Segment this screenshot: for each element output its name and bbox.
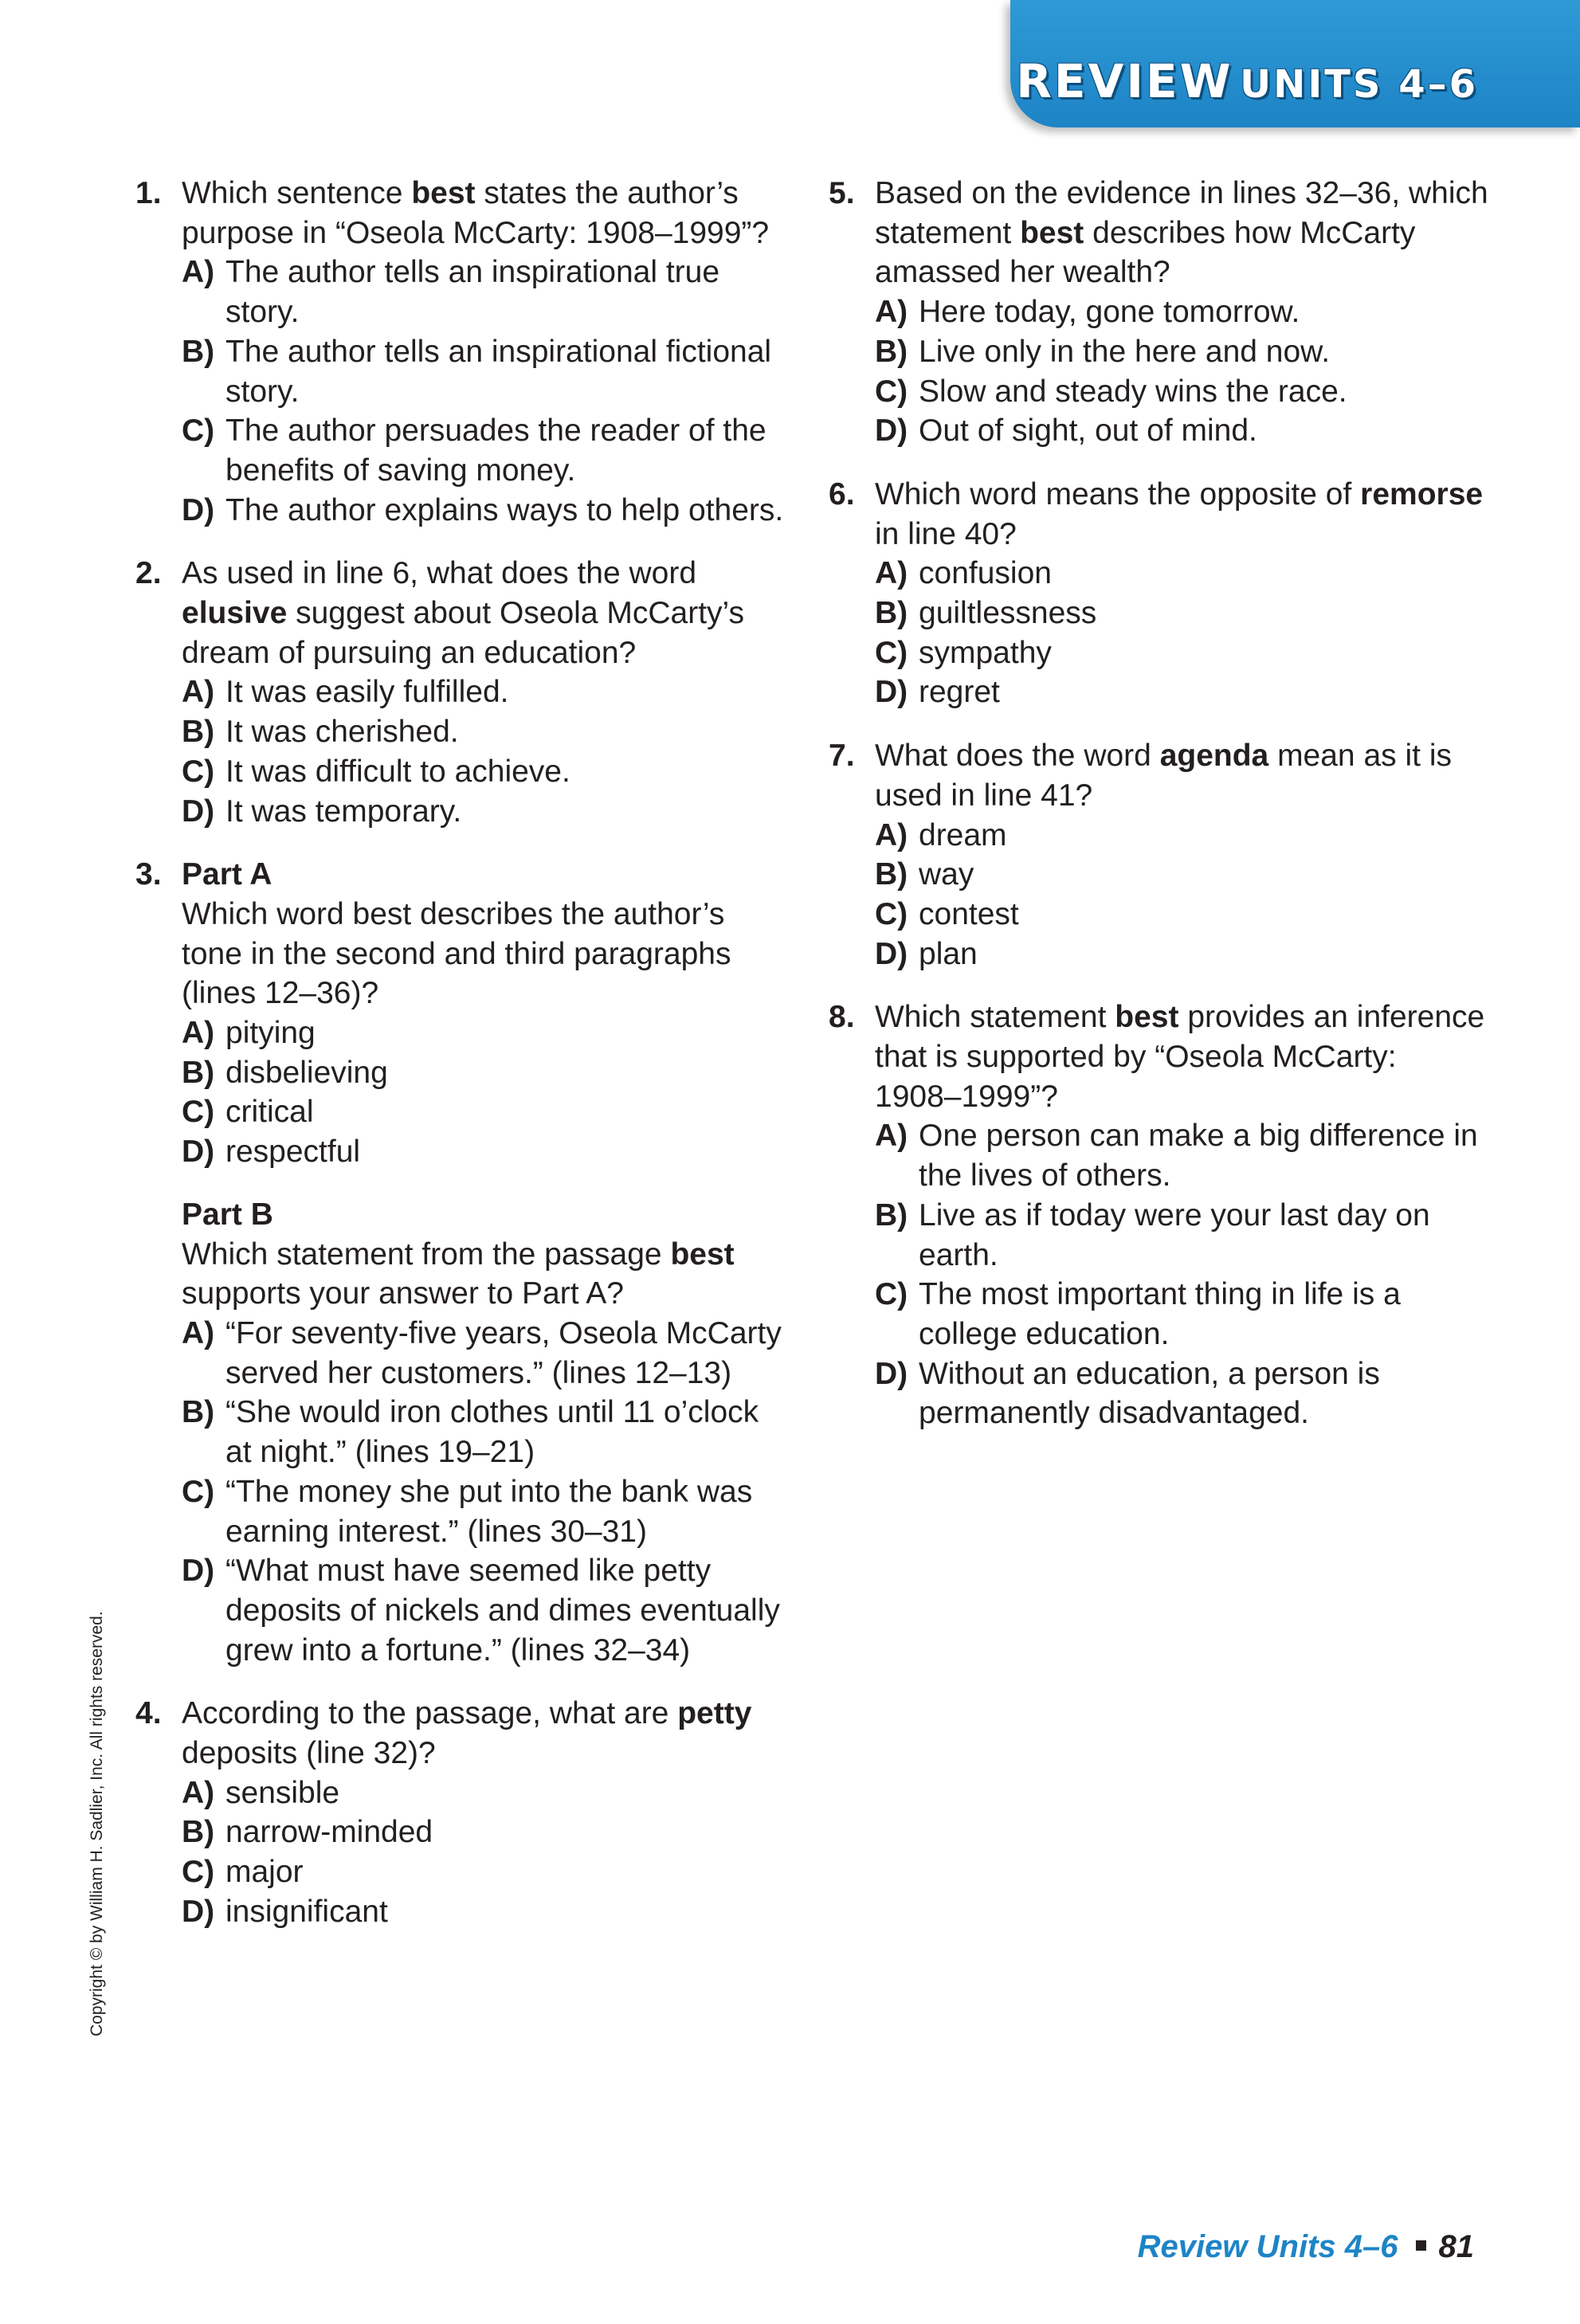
- part-b-option-a[interactable]: A) “For seventy-five years, Oseola McCarty served her customers.” (lines 12–13): [182, 1315, 782, 1390]
- page-number: 81: [1438, 2229, 1474, 2264]
- review-tab-title: [1016, 54, 1478, 108]
- part-b-title: Part B: [182, 1197, 273, 1232]
- option-b[interactable]: B) guiltlessness: [875, 596, 1097, 631]
- question-number: 7.: [829, 739, 855, 774]
- question-3: [135, 855, 789, 1670]
- review-tab-bold: REVIEW: [1016, 54, 1233, 108]
- option-a[interactable]: A) One person can make a big difference in the lives of others.: [875, 1119, 1478, 1193]
- question-stem: Which word means the opposite of remorse in line 40?: [875, 476, 1484, 551]
- option-b[interactable]: B) The author tells an inspirational fictional story.: [182, 334, 772, 409]
- option-c[interactable]: C) The most important thing in life is a college education.: [875, 1277, 1401, 1351]
- option-d[interactable]: D) plan: [875, 936, 978, 971]
- option-d[interactable]: D) Without an education, a person is permanently disadvantaged.: [875, 1356, 1380, 1431]
- part-b-option-d[interactable]: D) “What must have seemed like petty deposits of nickels and dimes eventually grew into a fortune.” (lines 32–34): [182, 1554, 780, 1668]
- review-tab-units: UNITS 4–6: [1240, 62, 1478, 107]
- option-c[interactable]: C) Slow and steady wins the race.: [875, 374, 1347, 409]
- option-b[interactable]: B) Live as if today were your last day on earth.: [875, 1197, 1430, 1272]
- option-a[interactable]: A) The author tells an inspirational true story.: [182, 255, 720, 330]
- question-5: [829, 174, 1490, 451]
- option-d[interactable]: D) Out of sight, out of mind.: [875, 413, 1257, 449]
- question-6: [829, 475, 1490, 712]
- option-c[interactable]: C) contest: [875, 896, 1019, 931]
- part-a-stem: Which word best describes the author’s tone in the second and third paragraphs (lines 12–36)?: [182, 896, 731, 1011]
- option-d[interactable]: D) insignificant: [182, 1894, 388, 1929]
- option-c[interactable]: C) major: [182, 1855, 304, 1890]
- question-number: 6.: [829, 476, 855, 511]
- question-4: [135, 1694, 789, 1931]
- part-a-option-d[interactable]: D) respectful: [182, 1135, 361, 1170]
- part-a-option-c[interactable]: C) critical: [182, 1095, 314, 1130]
- option-d[interactable]: D) It was temporary.: [182, 794, 462, 829]
- question-stem: What does the word agenda mean as it is used in line 41?: [875, 739, 1452, 813]
- question-stem: Which sentence best states the author’s purpose in “Oseola McCarty: 1908–1999”?: [182, 176, 770, 250]
- option-b[interactable]: B) Live only in the here and now.: [875, 334, 1331, 369]
- footer-bullet-icon: [1416, 2240, 1426, 2251]
- part-b-stem: Which statement from the passage best supports your answer to Part A?: [182, 1236, 735, 1311]
- question-number: 8.: [829, 1000, 855, 1035]
- question-stem: Based on the evidence in lines 32–36, which statement best describes how McCarty amassed her wealth?: [875, 176, 1488, 290]
- left-column: [135, 174, 789, 1956]
- copyright-notice: Copyright © by William H. Sadlier, Inc. All rights reserved.: [88, 1611, 106, 2036]
- right-column: [829, 174, 1490, 1457]
- part-b-option-b[interactable]: B) “She would iron clothes until 11 o’clock at night.” (lines 19–21): [182, 1395, 759, 1470]
- option-b[interactable]: B) narrow-minded: [182, 1815, 433, 1850]
- option-d[interactable]: D) The author explains ways to help others.: [182, 492, 784, 527]
- question-7: [829, 736, 1490, 974]
- question-number: 1.: [135, 176, 162, 210]
- part-b-option-c[interactable]: C) “The money she put into the bank was earning interest.” (lines 30–31): [182, 1474, 753, 1549]
- question-number: 2.: [135, 556, 162, 591]
- option-b[interactable]: B) way: [875, 857, 974, 892]
- question-2: [135, 554, 789, 831]
- part-a-option-a[interactable]: A) pitying: [182, 1016, 316, 1051]
- page-footer: [1138, 2229, 1474, 2265]
- footer-title: Review Units 4–6: [1137, 2229, 1398, 2264]
- option-c[interactable]: C) sympathy: [875, 635, 1052, 670]
- question-8: [829, 997, 1490, 1433]
- question-number: 5.: [829, 176, 855, 210]
- option-c[interactable]: C) The author persuades the reader of the benefits of saving money.: [182, 413, 766, 488]
- question-stem: Which statement best provides an inference that is supported by “Oseola McCarty: 1908–1999”?: [875, 1000, 1485, 1114]
- option-a[interactable]: A) It was easily fulfilled.: [182, 675, 509, 710]
- question-stem: According to the passage, what are petty deposits (line 32)?: [182, 1696, 752, 1771]
- option-a[interactable]: A) sensible: [182, 1775, 340, 1810]
- option-c[interactable]: C) It was difficult to achieve.: [182, 754, 570, 789]
- question-number: 4.: [135, 1696, 162, 1731]
- option-a[interactable]: A) Here today, gone tomorrow.: [875, 295, 1300, 330]
- question-1: [135, 174, 789, 530]
- option-d[interactable]: D) regret: [875, 675, 1000, 710]
- part-a-title: Part A: [182, 857, 272, 892]
- option-b[interactable]: B) It was cherished.: [182, 715, 459, 750]
- part-a-option-b[interactable]: B) disbelieving: [182, 1055, 388, 1090]
- question-stem: As used in line 6, what does the word elusive suggest about Oseola McCarty’s dream of pursuing an education?: [182, 556, 744, 670]
- option-a[interactable]: A) dream: [875, 817, 1007, 852]
- question-number: 3.: [135, 857, 162, 892]
- review-tab: [1010, 0, 1580, 127]
- option-a[interactable]: A) confusion: [875, 556, 1052, 591]
